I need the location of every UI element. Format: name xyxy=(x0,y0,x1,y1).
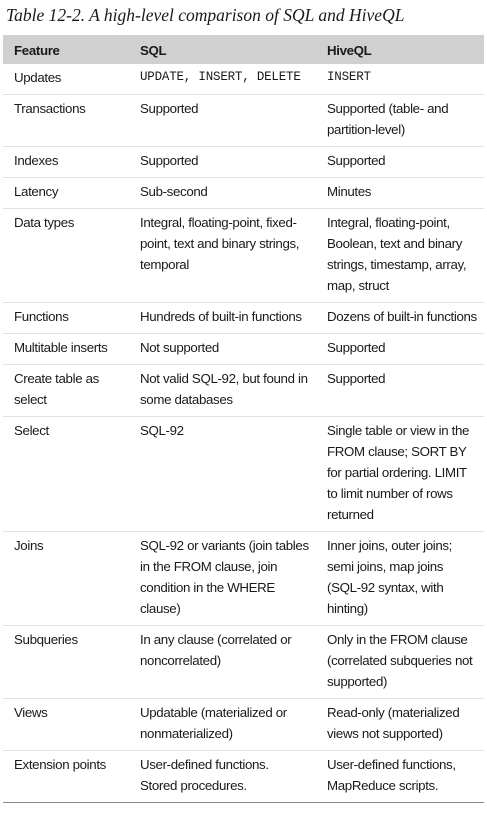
feature-cell: Data types xyxy=(14,215,75,230)
hiveql-cell: Single table or view in the FROM clause; SORT BY for partial ordering. LIMIT to limit number of rows returned xyxy=(327,423,470,522)
hiveql-cell: Integral, floating-point, Boolean, text and binary strings, timestamp, array, map, struct xyxy=(327,215,467,293)
sql-cell: Not supported xyxy=(140,340,219,355)
feature-cell: Functions xyxy=(14,309,69,324)
table-caption: Table 12-2. A high-level comparison of SQL and HiveQL xyxy=(6,5,405,25)
table-row xyxy=(3,178,484,209)
feature-cell: Latency xyxy=(14,184,59,199)
feature-cell: Views xyxy=(14,705,48,720)
sql-cell: SQL-92 xyxy=(140,423,184,438)
header-sql: SQL xyxy=(125,35,313,64)
sql-cell: Sub-second xyxy=(140,184,208,199)
hiveql-cell: Inner joins, outer joins; semi joins, map joins (SQL-92 syntax, with hinting) xyxy=(327,538,453,616)
feature-cell: Extension points xyxy=(14,757,106,772)
feature-cell: Indexes xyxy=(14,153,59,168)
feature-cell: Joins xyxy=(14,538,44,553)
feature-cell: Subqueries xyxy=(14,632,78,647)
hiveql-cell: Dozens of built-in functions xyxy=(327,309,477,324)
table-body xyxy=(3,64,484,803)
comparison-table xyxy=(3,35,484,803)
sql-cell: Updatable (materialized or nonmaterialized) xyxy=(140,705,287,741)
hiveql-cell: Supported xyxy=(327,371,386,386)
hiveql-cell: User-defined functions, MapReduce scripts. xyxy=(327,757,456,793)
table-row xyxy=(3,303,484,334)
hiveql-cell: Supported xyxy=(327,153,386,168)
hiveql-cell: Minutes xyxy=(327,184,372,199)
sql-cell: Integral, floating-point, fixed-point, text and binary strings, temporal xyxy=(140,215,300,272)
sql-cell: Supported xyxy=(140,101,199,116)
table-row xyxy=(3,626,484,699)
table-row xyxy=(3,699,484,751)
table-row xyxy=(3,209,484,303)
table-row xyxy=(3,334,484,365)
sql-cell: In any clause (correlated or noncorrelated) xyxy=(140,632,292,668)
sql-cell: UPDATE, INSERT, DELETE xyxy=(140,70,301,84)
hiveql-cell: Read-only (materialized views not supported) xyxy=(327,705,460,741)
table-row xyxy=(3,365,484,417)
table-row xyxy=(3,532,484,626)
table-row xyxy=(3,95,484,147)
table-row xyxy=(3,417,484,532)
hiveql-cell: Supported (table- and partition-level) xyxy=(327,101,449,137)
table-row xyxy=(3,751,484,803)
header-feature: Feature xyxy=(3,35,125,64)
sql-cell: Supported xyxy=(140,153,199,168)
sql-cell: Not valid SQL-92, but found in some databases xyxy=(140,371,308,407)
feature-cell: Select xyxy=(14,423,49,438)
feature-cell: Multitable inserts xyxy=(14,340,108,355)
table-row xyxy=(3,147,484,178)
sql-cell: SQL-92 or variants (join tables in the FROM clause, join condition in the WHERE clause) xyxy=(140,538,309,616)
sql-cell: Hundreds of built-in functions xyxy=(140,309,302,324)
feature-cell: Transactions xyxy=(14,101,86,116)
feature-cell: Create table as select xyxy=(14,371,99,407)
header-hiveql: HiveQL xyxy=(313,35,484,64)
hiveql-cell: Only in the FROM clause (correlated subqueries not supported) xyxy=(327,632,473,689)
hiveql-cell: Supported xyxy=(327,340,386,355)
hiveql-cell: INSERT xyxy=(327,70,371,84)
table-header-row xyxy=(3,35,484,64)
feature-cell: Updates xyxy=(14,70,62,85)
sql-cell: User-defined functions. Stored procedures. xyxy=(140,757,269,793)
table-row xyxy=(3,64,484,95)
